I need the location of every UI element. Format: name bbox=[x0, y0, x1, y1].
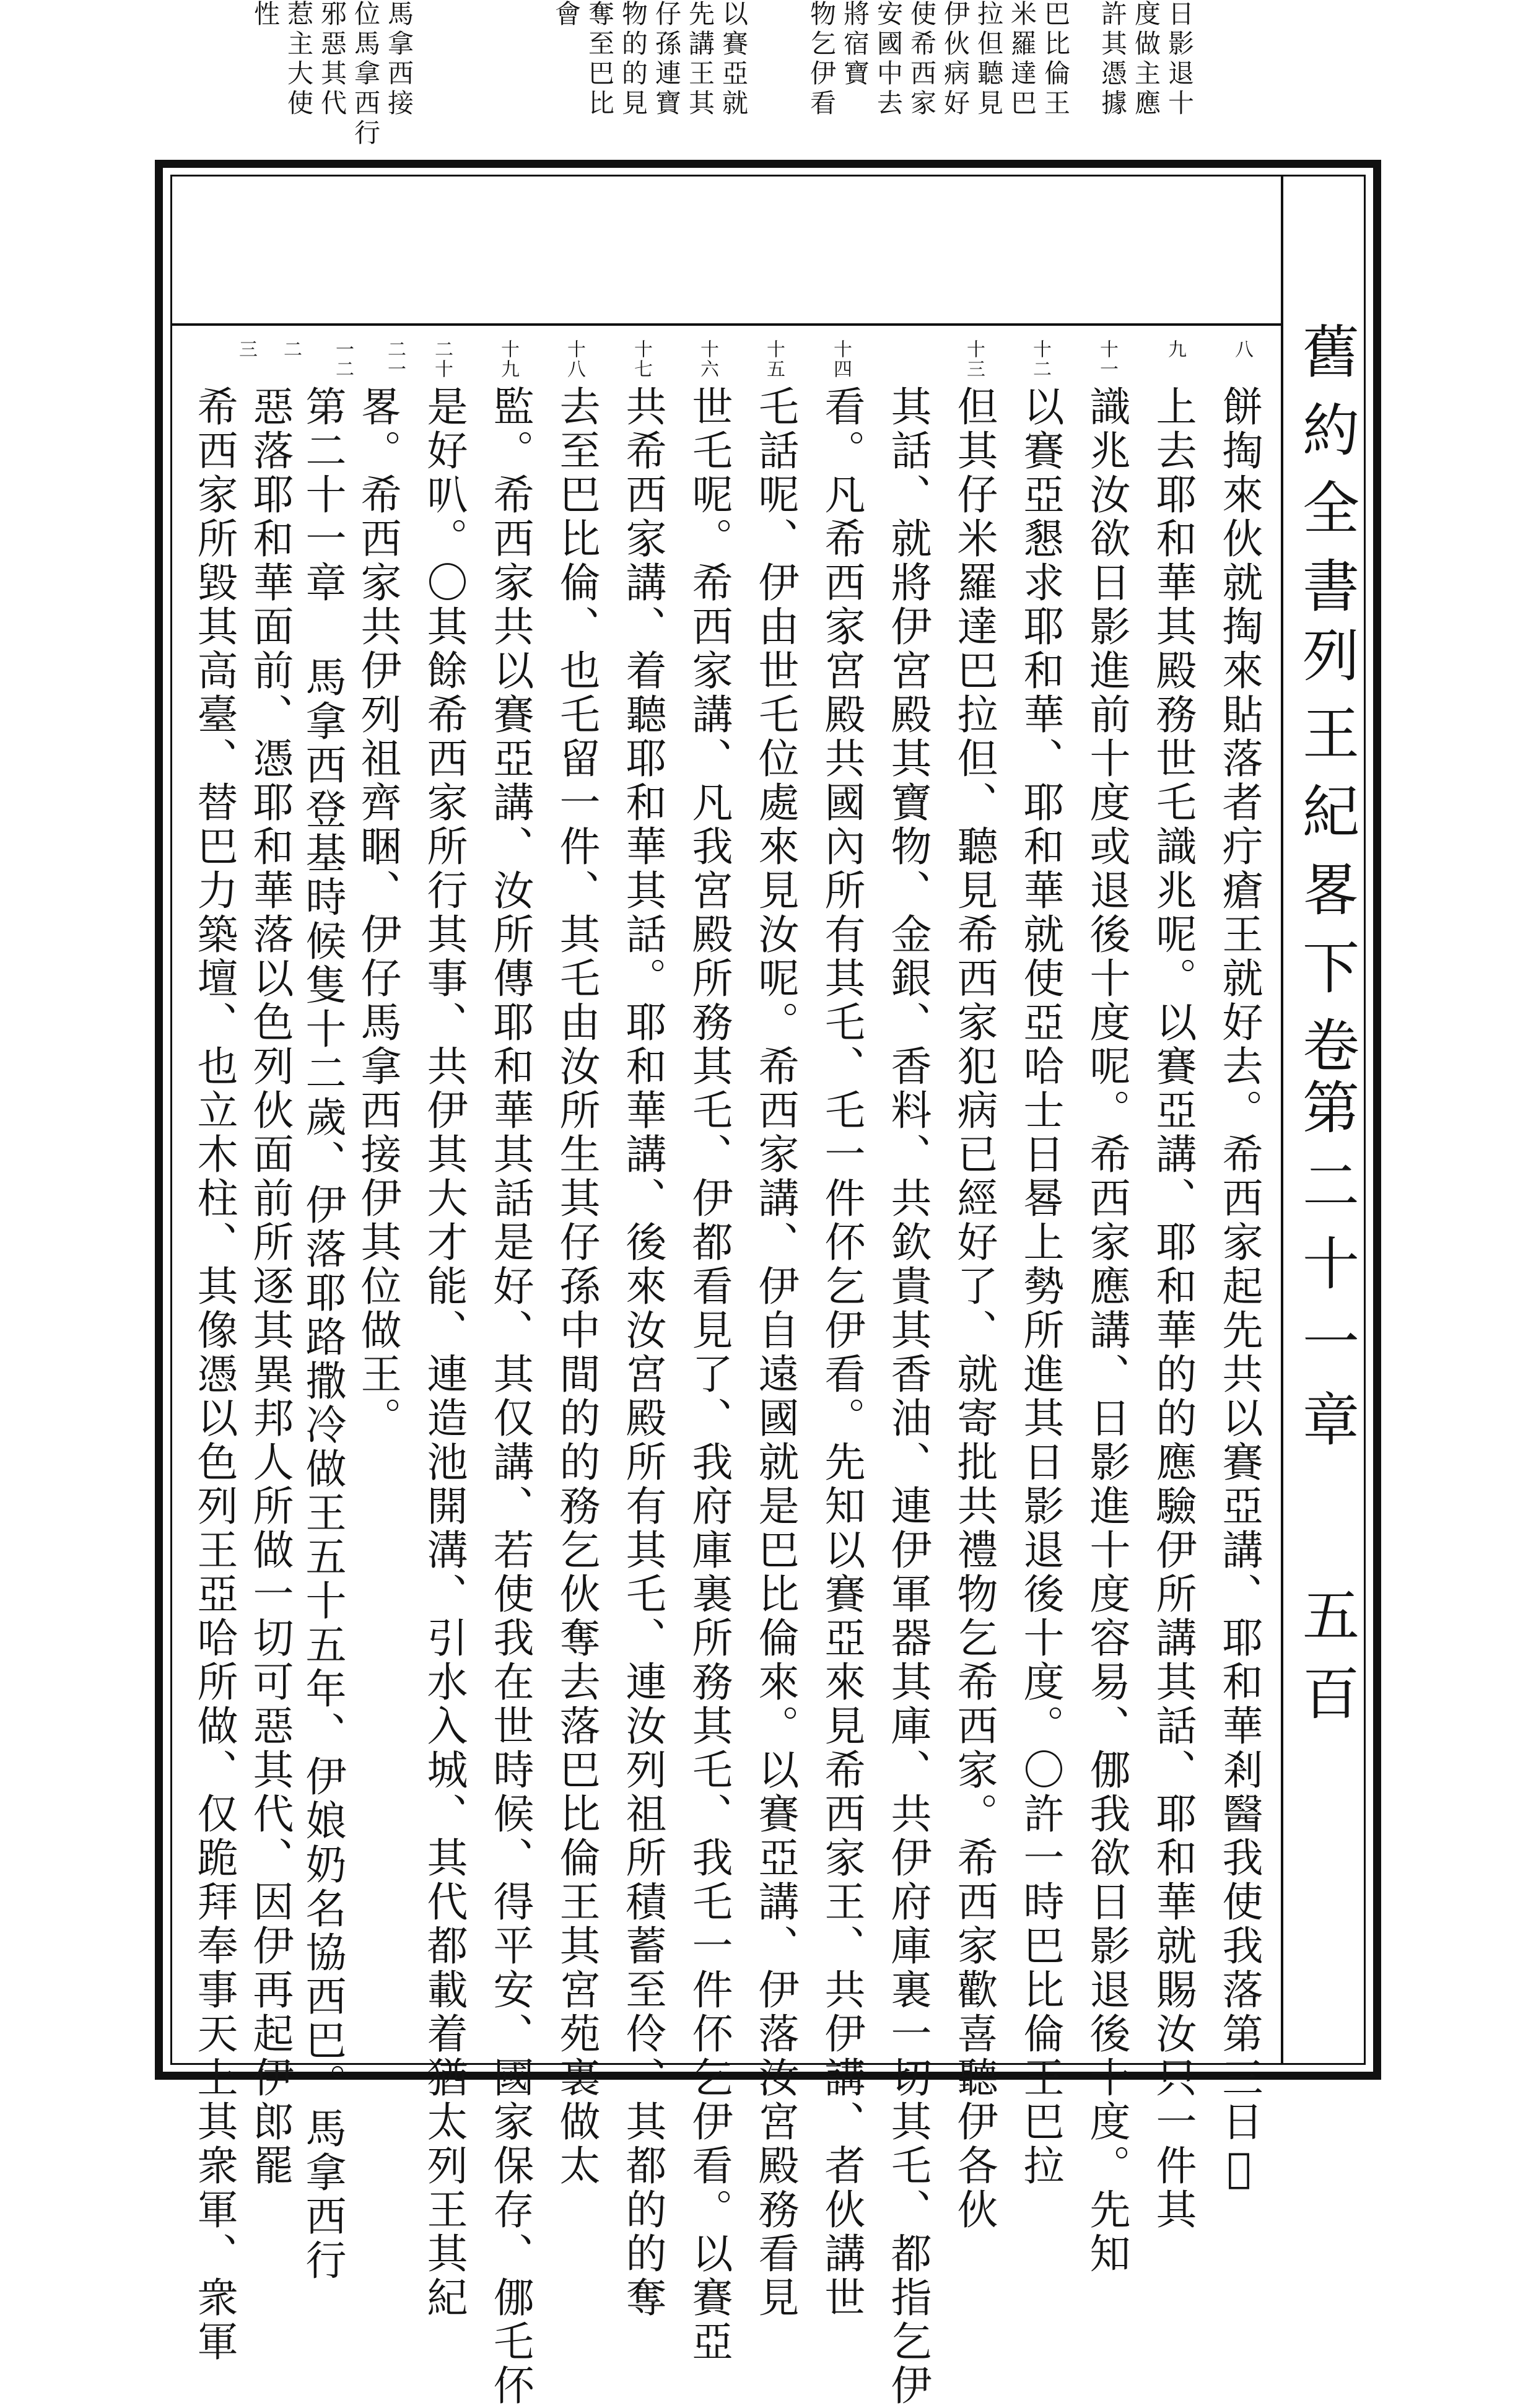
text-column: 但其仔米羅達巴拉但、聽見希西家犯病已經好了、就寄批共禮物乞希西家。希西家歡喜聽伊各伙 bbox=[950, 385, 998, 2232]
note-2-line-3: 拉但聽見 bbox=[974, 0, 1004, 119]
text-column: 共希西家講、着聽耶和華其話。耶和華講、後來汝宮殿所有其乇、連汝列祖所積蓄至伶、其都的的奪 bbox=[619, 385, 666, 2320]
text-column: 識兆汝欲日影進前十度或退後十度呢。希西家應講、日影進十度容易、㑚我欲日影退後十度。先知 bbox=[1083, 385, 1130, 2276]
text-column: 第二十一章 馬拿西登基時候隻十二歲、伊落耶路撒冷做王五十五年、伊娘奶名協西巴。馬拿西行 bbox=[299, 385, 346, 2283]
verse-number: 三 bbox=[235, 339, 257, 359]
text-column: 去至巴比倫、也乇留一件、其乇由汝所生其仔孫中間的的務乞伙奪去落巴比倫王其宮苑裏做太 bbox=[552, 385, 600, 2188]
verse-number: 十一 bbox=[1096, 339, 1118, 379]
note-1-line-2: 度做主應 bbox=[1131, 0, 1161, 119]
note-1-line-3: 許其憑據 bbox=[1097, 0, 1128, 119]
note-4-line-4: 惹主大使 bbox=[284, 0, 314, 119]
text-column: 是好叭。〇其餘希西家所行其事、共伊其大才能、連造池開溝、引水入城、其代都載着猶太列王其紀 bbox=[420, 385, 468, 2320]
note-3-line-4: 物的的見 bbox=[618, 0, 648, 119]
note-3-line-2: 先講王其 bbox=[685, 0, 715, 119]
verse-number: 十九 bbox=[497, 339, 519, 379]
note-4-line-3: 邪惡其代 bbox=[317, 0, 347, 119]
verse-number: 十七 bbox=[631, 339, 652, 379]
verse-number: 十八 bbox=[564, 339, 585, 379]
text-column: 希西家所毀其高臺、替巴力築壇、也立木柱、其像憑以色列王亞哈所做、仅跪拜奉事天上其衆軍、衆軍 bbox=[190, 385, 238, 2364]
note-3-line-1: 以賽亞就 bbox=[718, 0, 749, 119]
text-column: 上去耶和華其殿務世乇識兆呢。以賽亞講、耶和華的的應驗伊所講其話、耶和華就賜汝只一件其 bbox=[1149, 385, 1197, 2232]
verse-number: 二十 bbox=[431, 339, 453, 379]
title-divider bbox=[1281, 175, 1283, 2065]
note-3-line-3: 仔孫連寶 bbox=[652, 0, 682, 119]
verse-number: 二一 bbox=[384, 339, 406, 379]
verse-number: 十四 bbox=[830, 339, 852, 379]
verse-number: 十五 bbox=[763, 339, 785, 379]
verse-number: 九 bbox=[1164, 339, 1186, 359]
text-column: 乇話呢、伊由世乇位處來見汝呢。希西家講、伊自遠國就是巴比倫來。以賽亞講、伊落汝宮殿務看見 bbox=[751, 385, 799, 2320]
text-column: 惡落耶和華面前、憑耶和華落以色列伙面前所逐其異邦人所做一切可惡其代、因伊再起伊郎罷 bbox=[246, 385, 294, 2188]
note-1-line-1: 日影退十 bbox=[1164, 0, 1195, 119]
header-divider bbox=[172, 323, 1281, 326]
note-2-line-8: 物乞伊看 bbox=[806, 0, 837, 119]
note-4-line-5: 性 bbox=[250, 0, 281, 30]
note-2-line-4: 伊伙病好 bbox=[940, 0, 971, 119]
verse-number: 十三 bbox=[963, 339, 985, 379]
text-column: 餅掏來伙就掏來貼落者疔瘡王就好去。希西家起先共以賽亞講、耶和華剎醫我使我落第三日𡌹 bbox=[1215, 385, 1263, 2195]
text-column: 看。凡希西家宮殿共國內所有其乇、乇一件伓乞伊看。先知以賽亞來見希西家王、共伊講、者伙講世 bbox=[818, 385, 865, 2320]
note-2-line-7: 將宿寶 bbox=[840, 0, 870, 89]
text-column: 畧。希西家共伊列祖齊睏、伊仔馬拿西接伊其位做王。 bbox=[354, 385, 401, 1441]
verse-number: 十六 bbox=[697, 339, 718, 379]
verse-number: 十二 bbox=[1029, 339, 1051, 379]
text-column: 其話、就將伊宮殿其寶物、金銀、香料、共欽貴其香油、連伊軍器其庫、共伊府庫裏一切其乇、都指乞伊 bbox=[884, 385, 932, 2408]
note-3-line-5: 奪至巴比 bbox=[585, 0, 615, 119]
book-title: 舊約全書 bbox=[1293, 322, 1359, 634]
note-2-line-5: 使希西家 bbox=[907, 0, 937, 119]
verse-number: 一二 bbox=[332, 339, 354, 379]
chapter-title: 第二十一章 bbox=[1293, 1078, 1359, 1468]
verse-number: 二 bbox=[280, 339, 302, 359]
page-number: 五百 bbox=[1293, 1586, 1359, 1742]
text-column: 監。希西家共以賽亞講、汝所傳耶和華其話是好、其仅講、若使我在世時候、得平安、國家保存、㑚乇伓 bbox=[486, 385, 534, 2408]
text-column: 以賽亞懇求耶和華、耶和華就使亞哈士日晷上勢所進其日影退後十度。〇許一時巴比倫王巴拉 bbox=[1016, 385, 1064, 2188]
note-2-line-1: 巴比倫王 bbox=[1041, 0, 1071, 119]
note-2-line-2: 米羅達巴 bbox=[1007, 0, 1037, 119]
verse-number: 八 bbox=[1231, 339, 1253, 359]
note-4-line-2: 位馬拿西行 bbox=[351, 0, 381, 149]
note-4-line-1: 馬拿西接 bbox=[384, 0, 414, 119]
text-column: 世乇呢。希西家講、凡我宮殿所務其乇、伊都看見了、我府庫裏所務其乇、我乇一件伓乞伊看。以賽亞 bbox=[685, 385, 733, 2364]
note-3-line-6: 會 bbox=[551, 0, 582, 30]
section-title: 列王紀畧下卷 bbox=[1293, 626, 1359, 1094]
note-2-line-6: 安國中去 bbox=[873, 0, 904, 119]
